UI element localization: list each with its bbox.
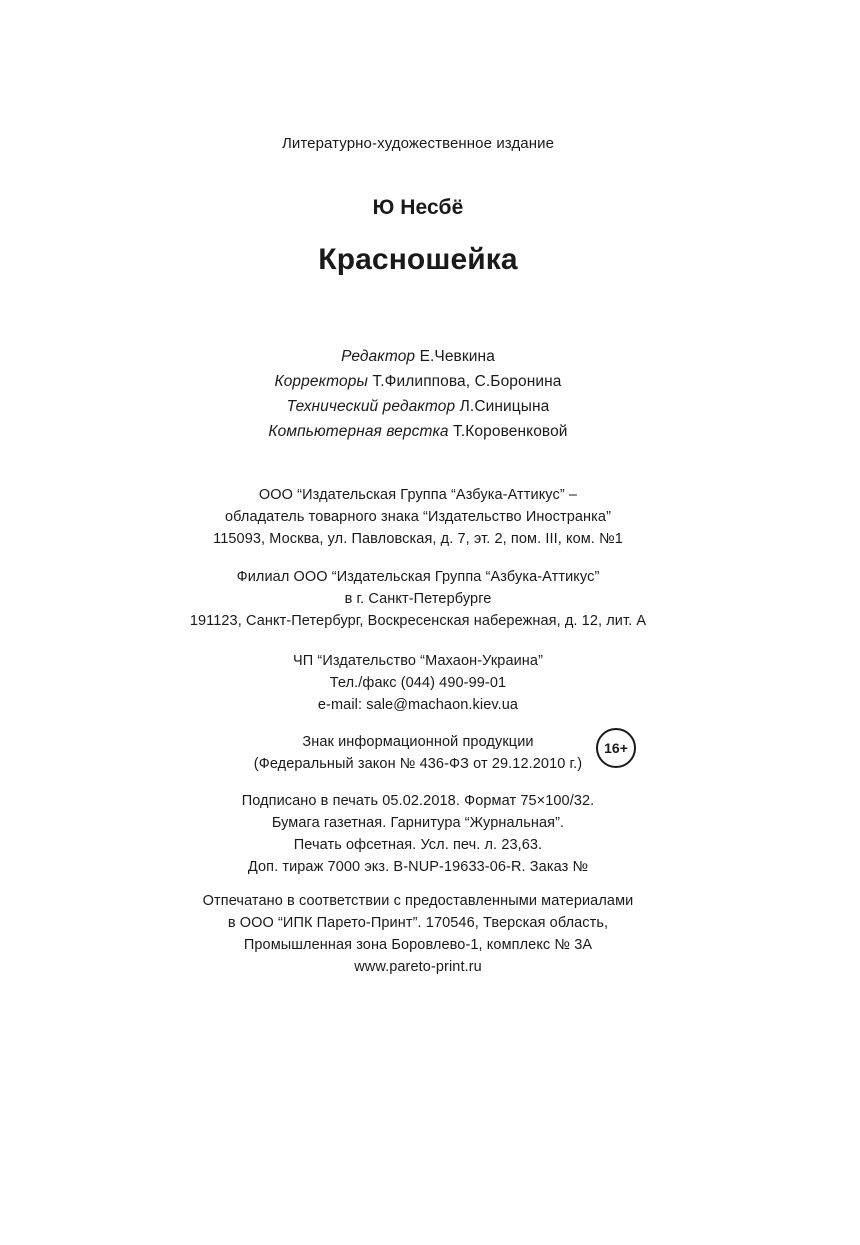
author-name: Ю Несбё [372, 196, 464, 219]
branch-line: Филиал ООО “Издательская Группа “Азбука-Аттикус” [236, 569, 600, 585]
ukraine-phone: Тел./факс (044) 490-99-01 [329, 675, 507, 691]
credit-role: Технический редактор [286, 398, 456, 415]
credit-name: Т.Филиппова, С.Боронина [372, 373, 562, 390]
credit-role: Редактор [341, 348, 416, 365]
credit-name: Т.Коровенковой [453, 423, 568, 440]
credit-proofreaders [0, 372, 836, 392]
ukraine-email: e-mail: sale@machaon.kiev.ua [317, 697, 519, 713]
credit-editor [0, 347, 836, 367]
credit-role: Компьютерная верстка [268, 423, 449, 440]
publisher-line: обладатель товарного знака “Издательство Иностранка” [224, 509, 612, 525]
printer-line: Отпечатано в соответствии с предоставленными материалами [202, 893, 634, 909]
credit-technical-editor [0, 397, 836, 417]
credit-layout [0, 422, 836, 442]
print-details-line: Доп. тираж 7000 экз. B-NUP-19633-06-R. Заказ № [247, 859, 589, 875]
print-details-line: Подписано в печать 05.02.2018. Формат 75×100/32. [241, 793, 595, 809]
printer-line: Промышленная зона Боровлево-1, комплекс № 3А [243, 937, 593, 953]
publisher-address: 115093, Москва, ул. Павловская, д. 7, эт. 2, пом. III, ком. №1 [213, 531, 623, 547]
credit-name: Е.Чевкина [419, 348, 495, 365]
publisher-line: ООО “Издательская Группа “Азбука-Аттикус” – [258, 487, 578, 503]
info-sign-label: Знак информационной продукции [302, 734, 534, 750]
branch-address: 191123, Санкт-Петербург, Воскресенская набережная, д. 12, лит. А [189, 613, 647, 629]
printer-website: www.pareto-print.ru [354, 959, 482, 975]
printer-line: в ООО “ИПК Парето-Принт”. 170546, Тверская область, [227, 915, 609, 931]
info-sign-law: (Федеральный закон № 436-ФЗ от 29.12.2010 г.) [253, 756, 583, 772]
credit-name: Л.Синицына [459, 398, 550, 415]
book-title: Красношейка [318, 243, 518, 276]
print-details-line: Печать офсетная. Усл. печ. л. 23,63. [293, 837, 543, 853]
credit-role: Корректоры [274, 373, 368, 390]
ukraine-publisher: ЧП “Издательство “Махаон-Украина” [292, 653, 544, 669]
age-rating-badge: 16+ [596, 728, 636, 768]
branch-line: в г. Санкт-Петербурге [344, 591, 492, 607]
print-details-line: Бумага газетная. Гарнитура “Журнальная”. [271, 815, 565, 831]
genre-label: Литературно-художественное издание [281, 135, 555, 152]
